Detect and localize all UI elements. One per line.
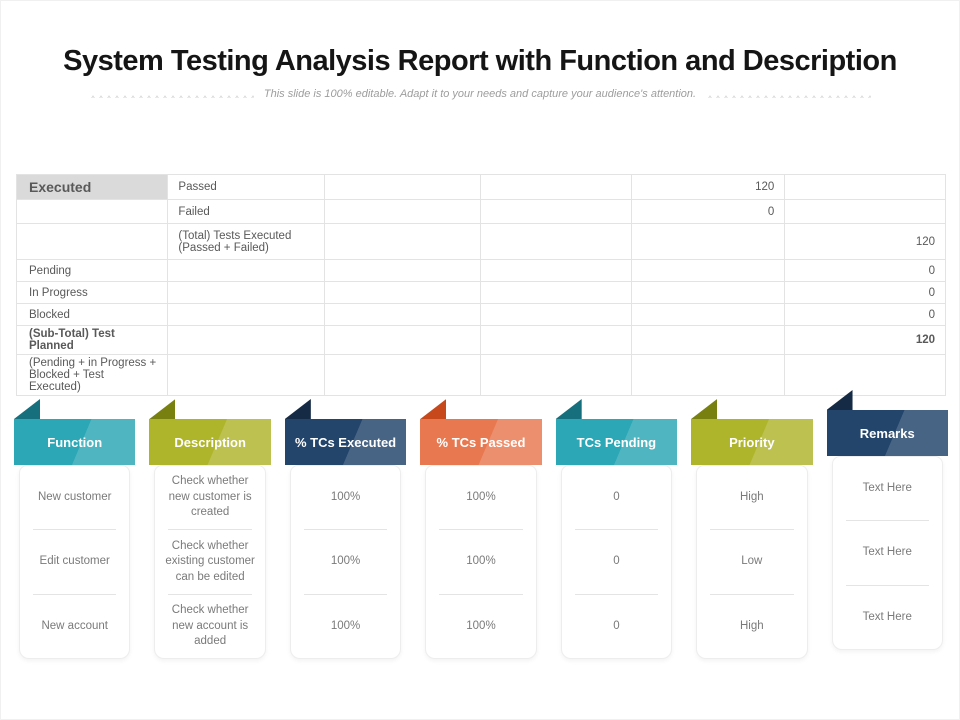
table-cell: 100% (330, 619, 361, 632)
column-function (14, 399, 135, 659)
column-header-priority: Priority (691, 419, 812, 465)
column-body (832, 456, 943, 650)
subtotal-value-cell: 120 (785, 326, 946, 355)
summary-table (16, 174, 946, 396)
ribbon-fold-icon (420, 399, 446, 419)
pending-label-cell: Pending (17, 260, 168, 282)
table-cell: Text Here (862, 546, 912, 559)
table-cell: 100% (466, 555, 496, 568)
blocked-label-cell: Blocked (17, 304, 168, 326)
ribbon-fold-icon (285, 399, 311, 419)
table-cell: 0 (613, 619, 620, 632)
table-cell: New account (41, 619, 108, 632)
column-body (154, 465, 265, 659)
failed-label-cell: Failed (168, 200, 325, 224)
total-executed-value-cell: 120 (785, 224, 946, 260)
column-body (696, 465, 807, 659)
subtotal-label-cell: (Sub-Total) Test Planned (17, 326, 168, 355)
table-row (17, 224, 946, 260)
column-body (290, 465, 401, 659)
passed-value-cell: 120 (631, 175, 784, 200)
table-cell: Check whether new customer is created (168, 475, 252, 519)
table-cell: Check whether existing customer can be edited (165, 539, 255, 583)
table-cell: 0 (613, 490, 620, 503)
column-priority (691, 399, 812, 659)
ribbon-fold-icon (14, 399, 40, 419)
ribbon-fold-icon (691, 399, 717, 419)
passed-label-cell: Passed (168, 175, 325, 200)
ribbon-fold-icon (827, 390, 853, 410)
column-body (561, 465, 672, 659)
table-cell: 100% (466, 619, 496, 632)
column-body (19, 465, 130, 659)
table-cell: 100% (466, 490, 496, 503)
table-cell: High (739, 619, 764, 632)
table-row (17, 282, 946, 304)
page-title: System Testing Analysis Report with Function and Description (63, 45, 897, 77)
formula-label-cell: (Pending + in Progress + Blocked + Test Executed) (17, 355, 168, 396)
table-row (17, 326, 946, 355)
table-cell: Text Here (862, 481, 912, 494)
column-tcs-executed (285, 399, 406, 659)
failed-value-cell: 0 (631, 200, 784, 224)
in-progress-value-cell: 0 (785, 282, 946, 304)
column-remarks (827, 390, 948, 650)
zigzag-decoration-right (706, 90, 871, 98)
table-row (17, 200, 946, 224)
table-row (17, 304, 946, 326)
table-cell: Text Here (862, 610, 912, 623)
table-row (17, 260, 946, 282)
functions-table (14, 399, 948, 659)
column-header-remarks: Remarks (827, 410, 948, 456)
column-header-tcs-passed: % TCs Passed (420, 419, 541, 465)
table-cell: 100% (330, 555, 361, 568)
in-progress-label-cell: In Progress (17, 282, 168, 304)
pending-value-cell: 0 (785, 260, 946, 282)
total-executed-label-cell: (Total) Tests Executed (Passed + Failed) (168, 224, 325, 260)
executed-label-cell: Executed (17, 175, 168, 200)
blocked-value-cell: 0 (785, 304, 946, 326)
table-cell: Edit customer (39, 555, 110, 568)
table-cell: Check whether new account is added (171, 604, 249, 648)
table-cell: New customer (37, 490, 112, 503)
table-cell: 0 (613, 555, 620, 568)
column-tcs-passed (420, 399, 541, 659)
ribbon-fold-icon (149, 399, 175, 419)
column-body (425, 465, 536, 659)
table-cell: 100% (330, 490, 361, 503)
column-tcs-pending (556, 399, 677, 659)
subtitle-row (1, 88, 959, 100)
table-cell: Low (741, 555, 763, 568)
table-row (17, 355, 946, 396)
column-header-function: Function (14, 419, 135, 465)
column-header-description: Description (149, 419, 270, 465)
column-header-tcs-executed: % TCs Executed (285, 419, 406, 465)
table-cell: High (739, 490, 764, 503)
column-description (149, 399, 270, 659)
table-row (17, 175, 946, 200)
ribbon-fold-icon (556, 399, 582, 419)
slide-subtitle: This slide is 100% editable. Adapt it to your needs and capture your audience's attention. (263, 88, 697, 100)
zigzag-decoration-left (89, 90, 254, 98)
column-header-tcs-pending: TCs Pending (556, 419, 677, 465)
